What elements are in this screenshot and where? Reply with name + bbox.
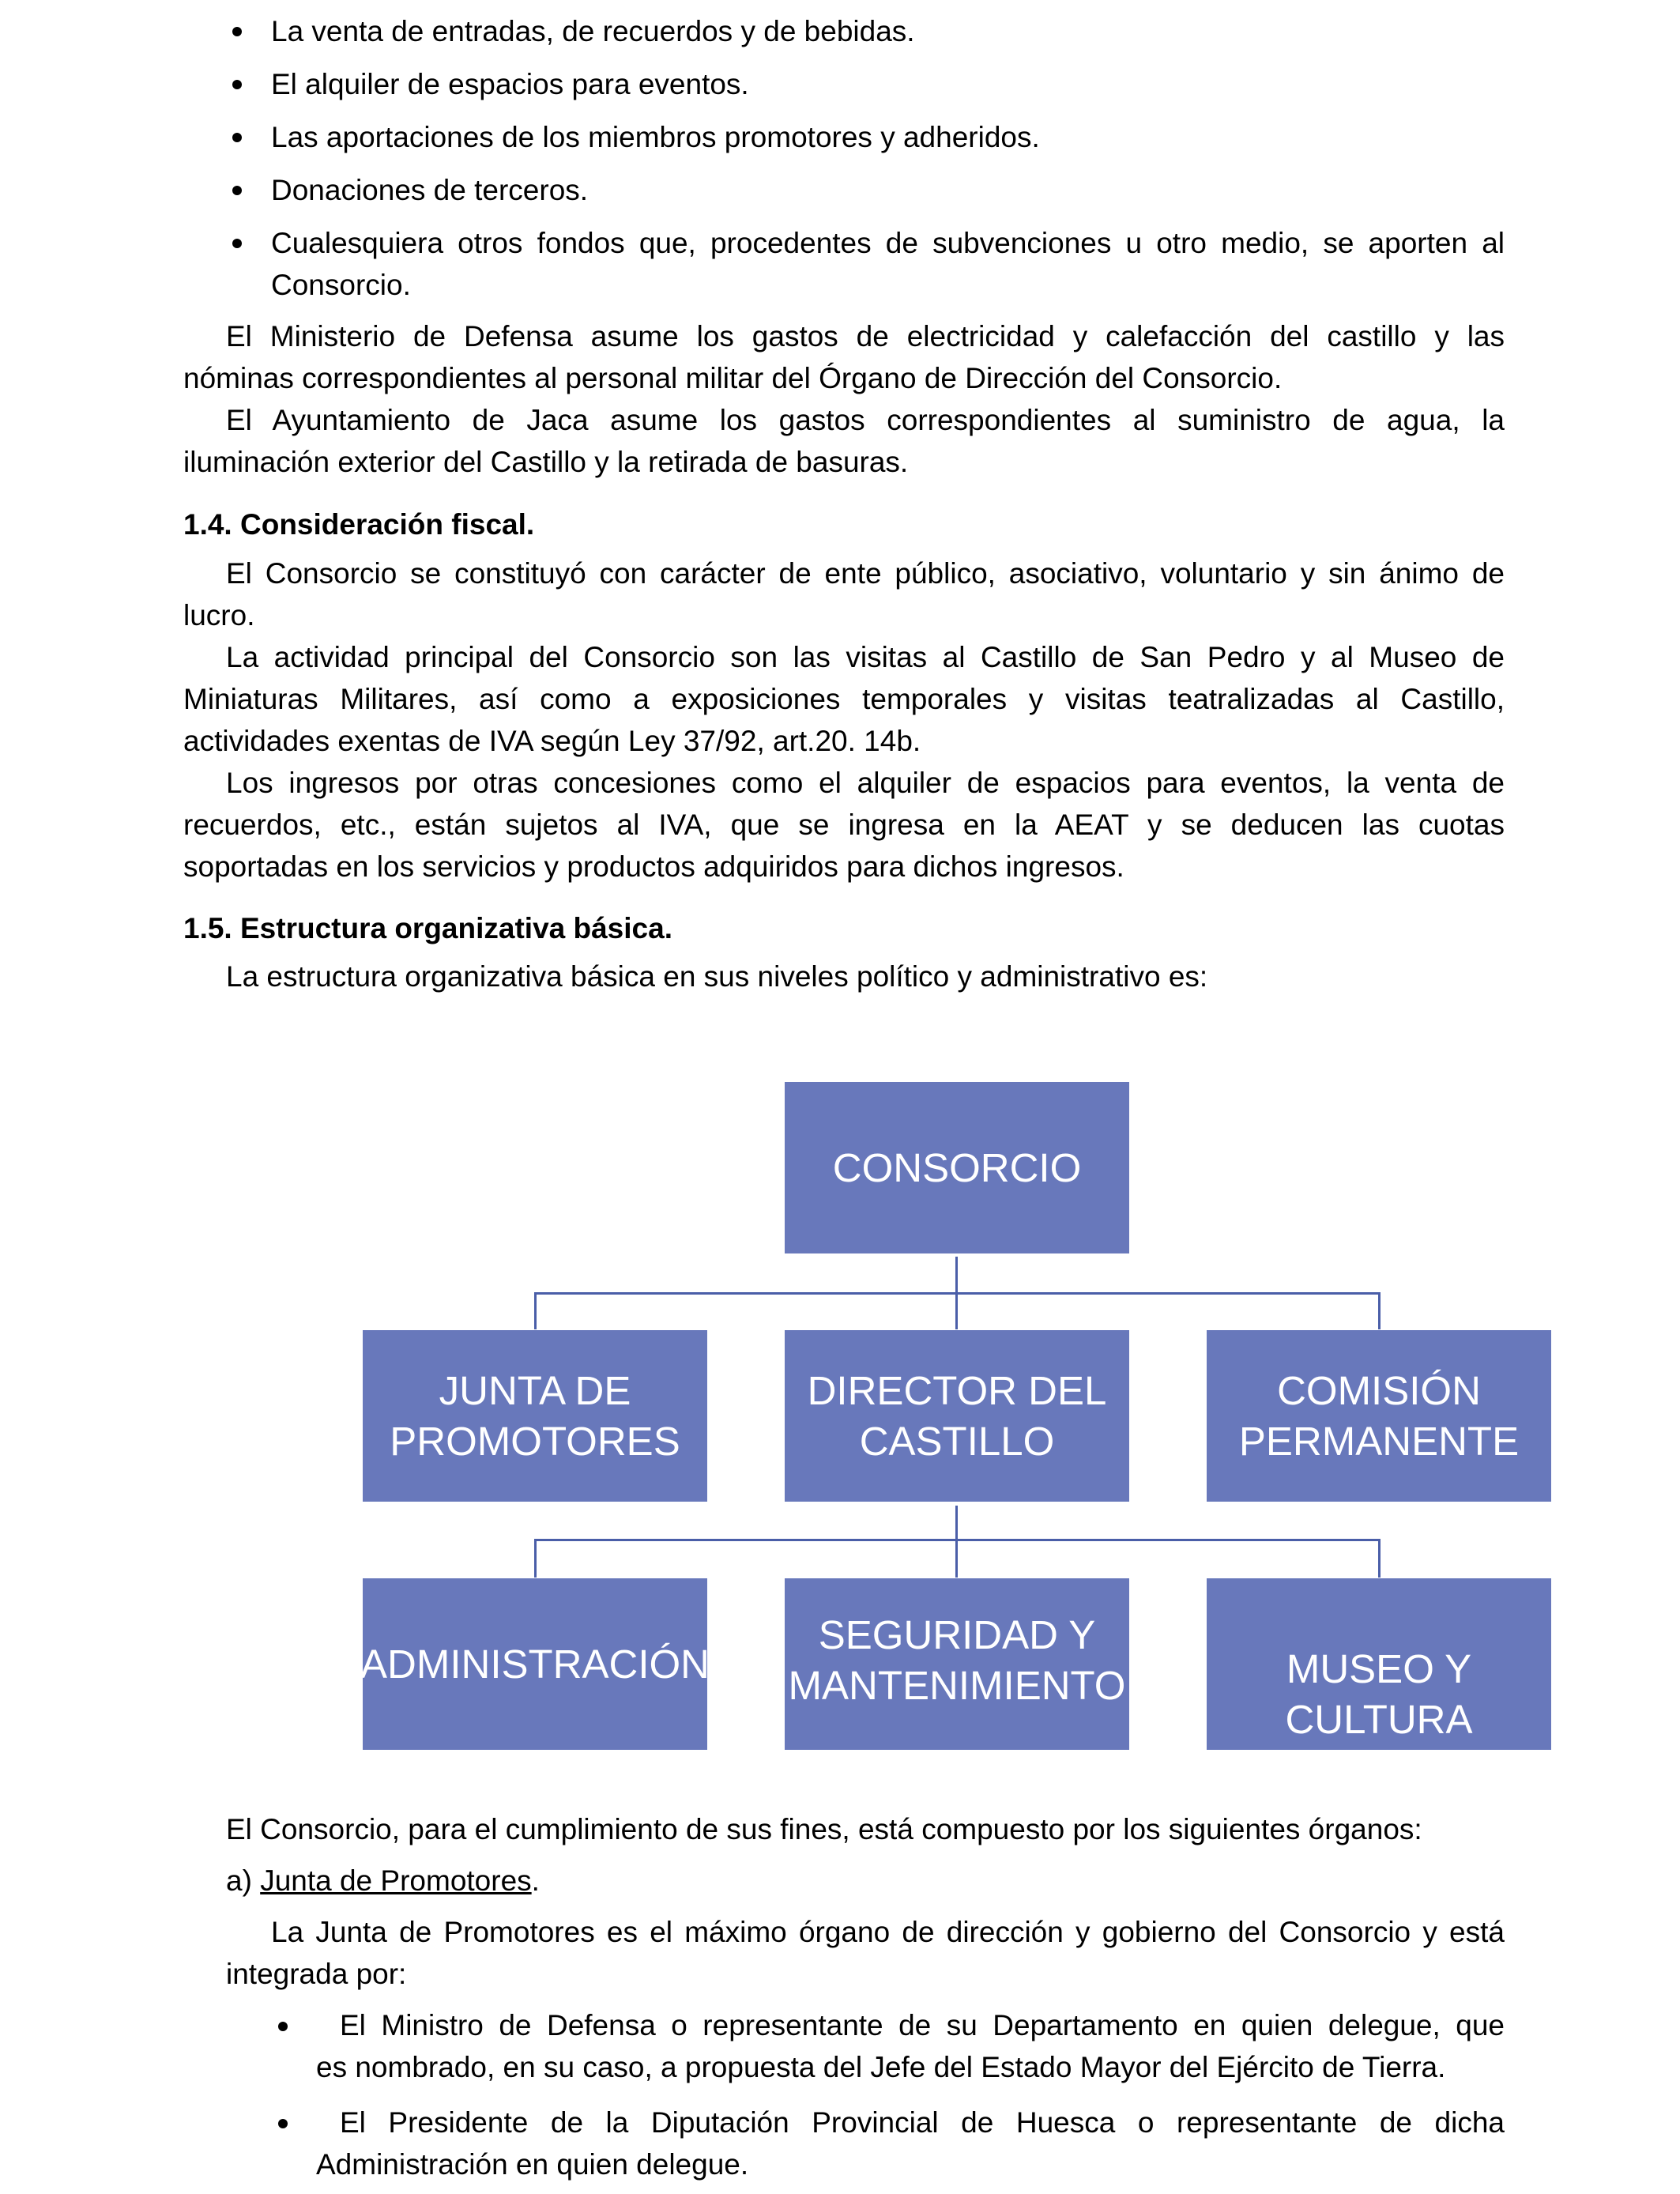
paragraph-line: La actividad principal del Consorcio son las visitas al Castillo de San Pedro y al Museo de — [226, 641, 1505, 673]
connector-line — [1378, 1539, 1381, 1578]
org-box-junta-de-promotores — [363, 1330, 707, 1502]
org-box-label: CONSORCIO — [832, 1144, 1082, 1190]
bullet-icon — [232, 27, 242, 36]
org-box-label-line: SEGURIDAD Y — [818, 1612, 1096, 1657]
bullet-icon — [232, 186, 242, 195]
bullet-icon — [232, 133, 242, 142]
item-a-prefix: a) — [226, 1864, 261, 1897]
paragraph-line: El Ministerio de Defensa asume los gastos de electricidad y calefacción del castillo y las — [226, 320, 1505, 352]
paragraph-line: El Consorcio se constituyó con carácter de ente público, asociativo, voluntario y sin ánimo de — [226, 557, 1505, 590]
bullet-text: La venta de entradas, de recuerdos y de bebidas. — [271, 15, 915, 47]
bullet-icon — [278, 2119, 288, 2128]
paragraph-organos-intro: El Consorcio, para el cumplimiento de sus fines, está compuesto por los siguientes órganos: — [226, 1813, 1422, 1845]
section-heading-1-5: 1.5. Estructura organizativa básica. — [183, 912, 672, 944]
connector-line — [534, 1292, 537, 1329]
paragraph-line: El Ayuntamiento de Jaca asume los gastos correspondientes al suministro de agua, la — [226, 404, 1505, 436]
bullet-text-continuation: Consorcio. — [271, 269, 411, 301]
bullet-text: Cualesquiera otros fondos que, procedentes de subvenciones u otro medio, se aporten al — [271, 227, 1505, 259]
org-box-label-line: MUSEO Y — [1286, 1646, 1472, 1691]
bullet-icon — [232, 239, 242, 248]
paragraph-structure-intro: La estructura organizativa básica en sus niveles político y administrativo es: — [226, 960, 1208, 993]
connector-line — [534, 1292, 1381, 1295]
paragraph-line: integrada por: — [226, 1958, 407, 1990]
bullet-text: Las aportaciones de los miembros promotores y adheridos. — [271, 121, 1040, 153]
bullet-text: El Ministro de Defensa o representante de su Departamento en quien delegue, que — [340, 2009, 1505, 2041]
item-a-label: Junta de Promotores — [260, 1864, 532, 1897]
paragraph-line: soportadas en los servicios y productos adquiridos para dichos ingresos. — [183, 850, 1124, 883]
org-box-label-line: PERMANENTE — [1238, 1418, 1520, 1464]
org-box-label-line: ADMINISTRACIÓN — [360, 1641, 710, 1687]
bullet-icon — [278, 2022, 288, 2031]
bullet-text: Donaciones de terceros. — [271, 174, 589, 206]
connector-line — [955, 1506, 958, 1578]
connector-line — [534, 1539, 537, 1578]
paragraph-line: Miniaturas Militares, así como a exposiciones temporales y visitas teatralizadas al Castillo, — [183, 683, 1505, 715]
connector-line — [1378, 1292, 1381, 1329]
bullet-text-continuation: es nombrado, en su caso, a propuesta del Jefe del Estado Mayor del Ejército de Tierra. — [316, 2051, 1446, 2083]
section-heading-1-4: 1.4. Consideración fiscal. — [183, 508, 535, 541]
paragraph-line: nóminas correspondientes al personal militar del Órgano de Dirección del Consorcio. — [183, 362, 1283, 394]
org-box-label-line: PROMOTORES — [390, 1418, 680, 1464]
org-box-museo-y-cultura — [1207, 1578, 1551, 1750]
org-box-label-line: DIRECTOR DEL — [807, 1367, 1107, 1413]
item-a-heading — [226, 1860, 1547, 1902]
paragraph-line: La Junta de Promotores es el máximo órgano de dirección y gobierno del Consorcio y está — [271, 1916, 1505, 1948]
org-box-label-line: COMISIÓN — [1277, 1367, 1481, 1413]
paragraph-line: Los ingresos por otras concesiones como el alquiler de espacios para eventos, la venta de — [226, 767, 1505, 799]
paragraph-line: actividades exentas de IVA según Ley 37/92, art.20. 14b. — [183, 725, 921, 757]
org-box-seguridad-y-mantenimiento — [785, 1578, 1129, 1750]
org-box-label-line: JUNTA DE — [439, 1367, 631, 1413]
org-box-director-del-castillo — [785, 1330, 1129, 1502]
org-box-comision-permanente — [1207, 1330, 1551, 1502]
org-box-consorcio — [785, 1082, 1129, 1253]
paragraph-line: recuerdos, etc., están sujetos al IVA, que se ingresa en la AEAT y se deducen las cuotas — [183, 809, 1505, 841]
item-a-suffix: . — [531, 1864, 540, 1897]
bullet-text: El alquiler de espacios para eventos. — [271, 68, 749, 100]
org-box-label-line: MANTENIMIENTO — [788, 1663, 1126, 1708]
bullet-text: El Presidente de la Diputación Provincial de Huesca o representante de dicha — [340, 2106, 1505, 2139]
org-box-label-line: CASTILLO — [859, 1418, 1055, 1464]
paragraph-line: iluminación exterior del Castillo y la retirada de basuras. — [183, 446, 909, 478]
org-box-administracion — [360, 1578, 710, 1750]
bullet-text-continuation: Administración en quien delegue. — [316, 2148, 749, 2181]
org-box-label-line: CULTURA — [1285, 1697, 1473, 1742]
connector-line — [534, 1539, 1381, 1541]
paragraph-line: lucro. — [183, 599, 255, 631]
bullet-icon — [232, 80, 242, 89]
